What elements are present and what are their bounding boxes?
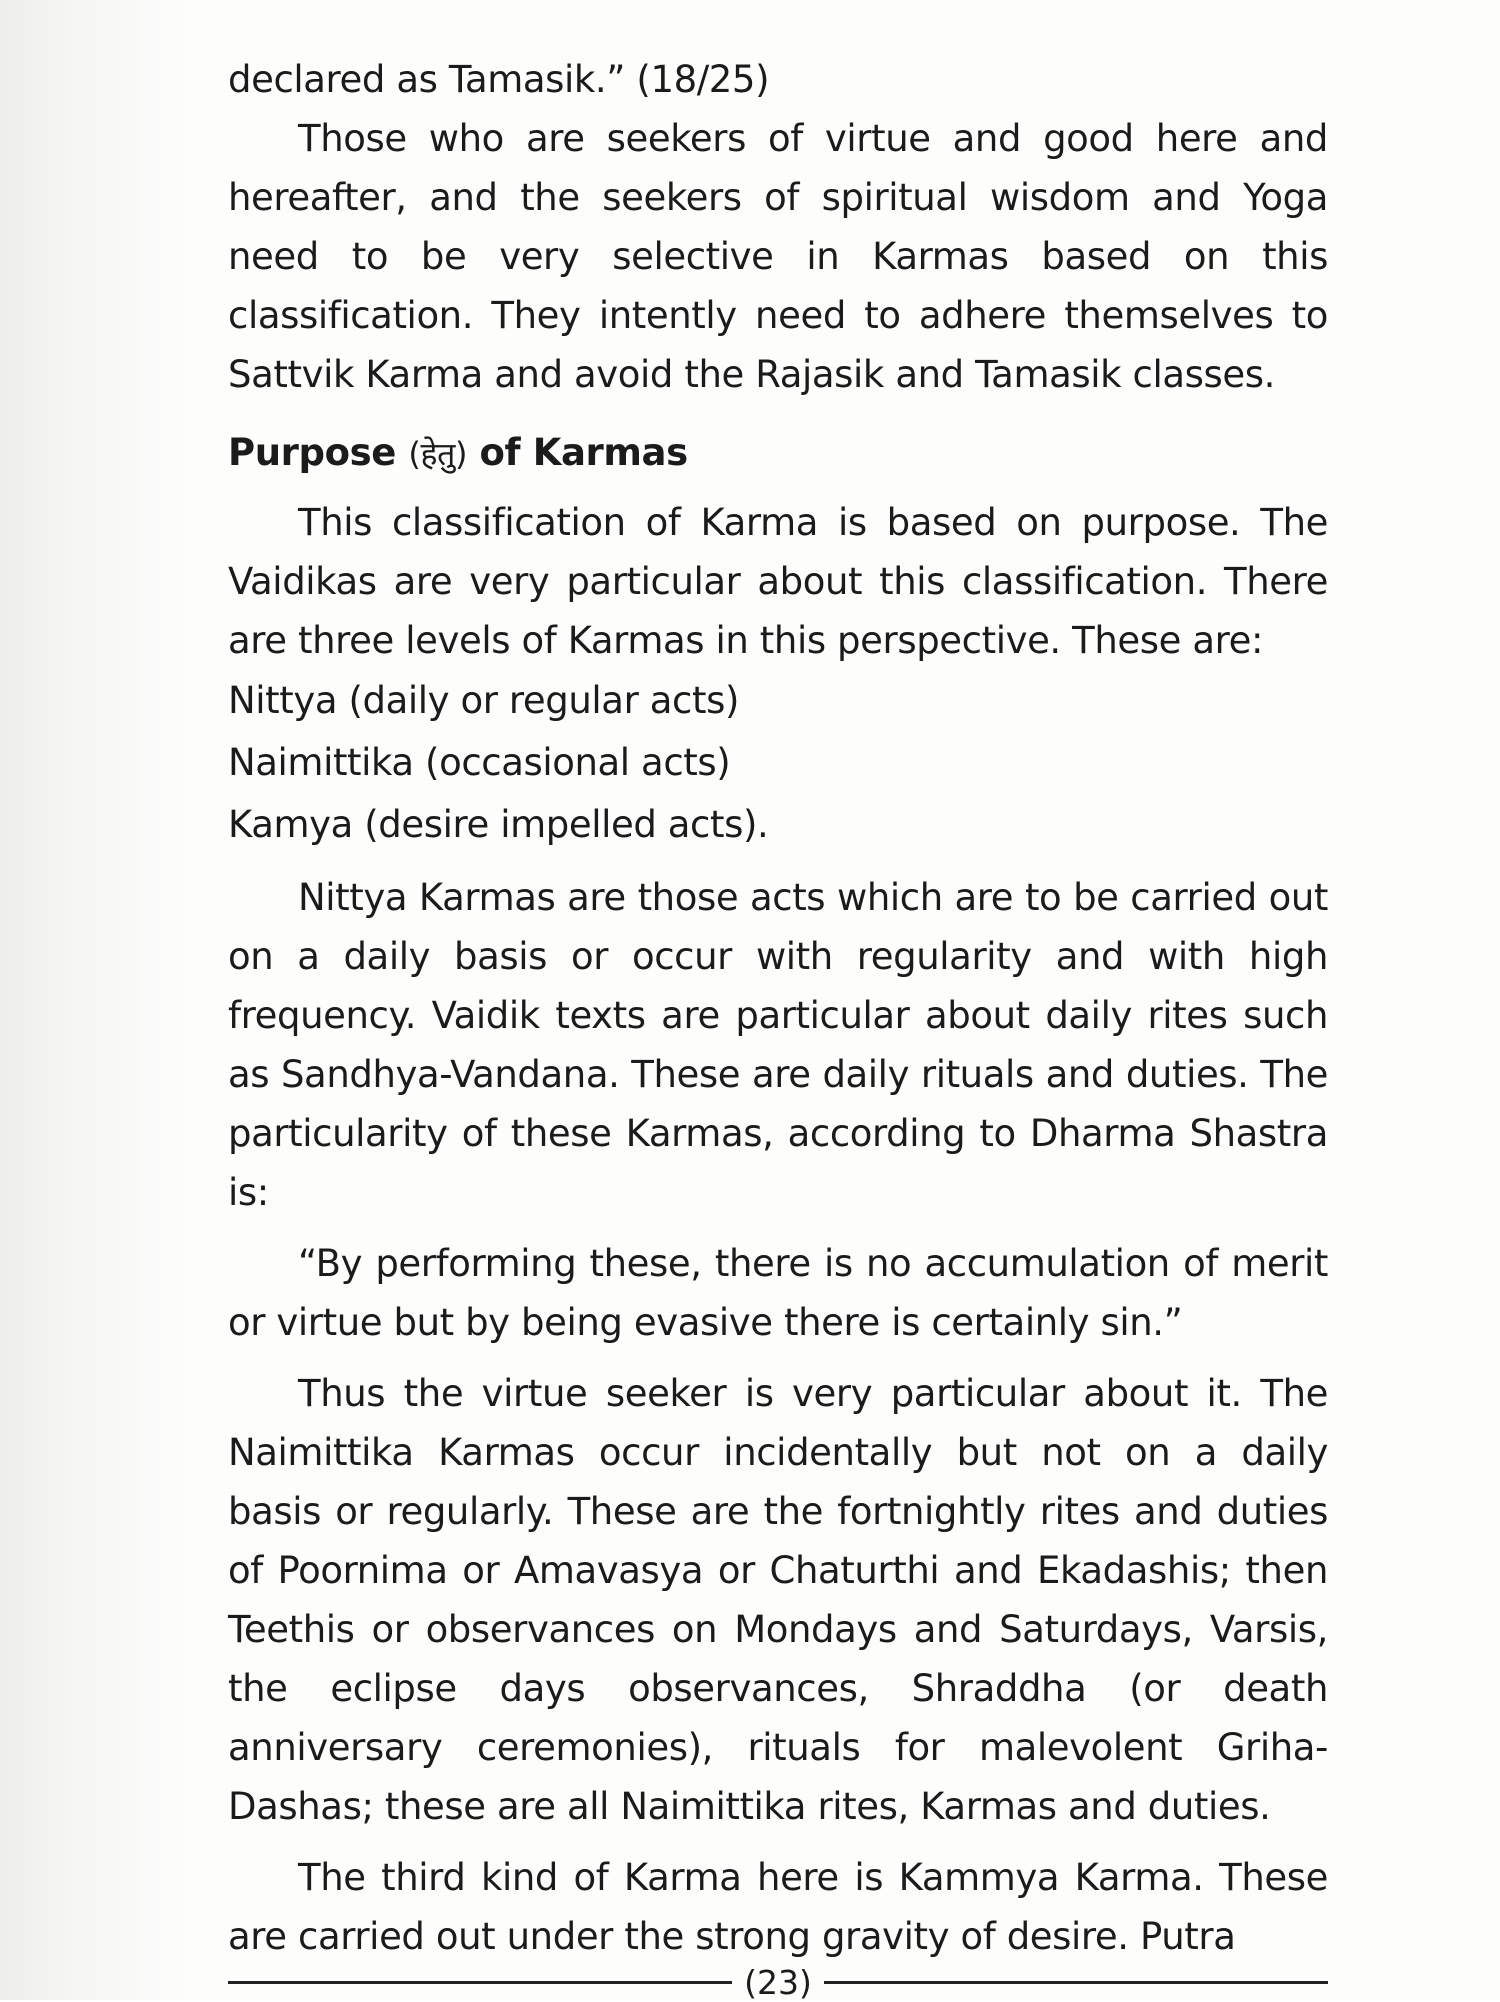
list-item-kamya: Kamya (desire impelled acts).	[228, 803, 769, 846]
paragraph-intro: This classification of Karma is based on purpose. The Vaidikas are very particular about this classification. There are three levels of Karmas in this perspective. These are:	[228, 501, 1328, 662]
page-text	[228, 50, 1328, 1966]
heading-sanskrit: (हेतु)	[408, 435, 468, 473]
paragraph-quote: “By performing these, there is no accumulation of merit or virtue but by being evasive there is certainly sin.”	[228, 1242, 1328, 1344]
footer-rule-left	[228, 1981, 732, 1984]
heading-prefix: Purpose	[228, 431, 409, 474]
page-footer	[228, 1962, 1328, 2002]
paragraph-nittya: Nittya Karmas are those acts which are to be carried out on a daily basis or occur with regularity and with high frequency. Vaidik texts are particular about daily rites such as Sandhya-Vandana. These are daily rituals and duties. The particularity of these Karmas, according to Dharma Shastra is:	[228, 876, 1328, 1214]
paragraph-continuation: declared as Tamasik.” (18/25)	[228, 58, 770, 101]
paragraph-naimittika: Thus the virtue seeker is very particular about it. The Naimittika Karmas occur incidentally but not on a daily basis or regularly. These are the fortnightly rites and duties of Poornima or Amavasya or Chaturthi and Ekadashis; then Teethis or observances on Mondays and Saturdays, Varsis, the eclipse days observances, Shraddha (or death anniversary ceremonies), rituals for malevolent Griha-Dashas; these are all Naimittika rites, Karmas and duties.	[228, 1372, 1328, 1828]
footer-rule-right	[824, 1981, 1328, 1984]
list-item-nittya: Nittya (daily or regular acts)	[228, 679, 739, 722]
section-heading	[228, 422, 1328, 485]
page-number: (23)	[744, 1962, 812, 2002]
paragraph-kammya: The third kind of Karma here is Kammya Karma. These are carried out under the strong gravity of desire. Putra	[228, 1856, 1328, 1958]
binding-gutter-shadow	[0, 0, 190, 2000]
heading-suffix: of Karmas	[467, 431, 688, 474]
paragraph-seekers: Those who are seekers of virtue and good here and hereafter, and the seekers of spiritual wisdom and Yoga need to be very selective in Karmas based on this classification. They intently need to adhere themselves to Sattvik Karma and avoid the Rajasik and Tamasik classes.	[228, 117, 1328, 396]
list-item-naimittika: Naimittika (occasional acts)	[228, 741, 731, 784]
